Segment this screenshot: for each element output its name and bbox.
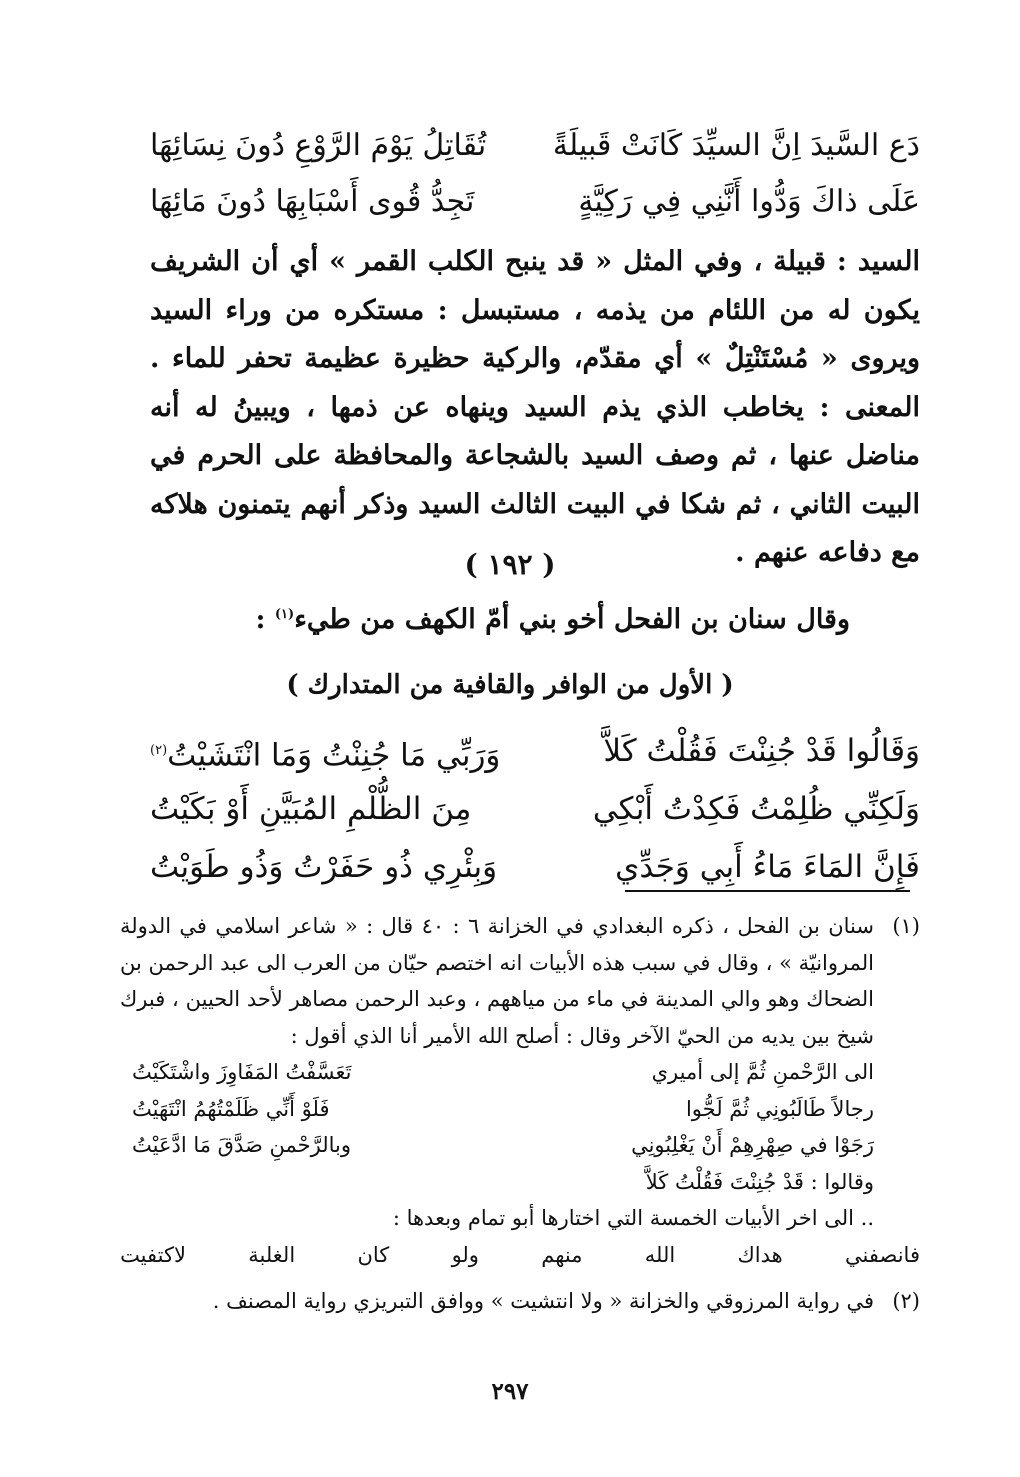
footnote-1 bbox=[120, 908, 920, 1237]
footnote-2 bbox=[120, 1283, 920, 1320]
footnote-verse-3 bbox=[132, 1127, 874, 1164]
footnote-hemistich-right: رَجَوْا في صِهْرِهِمْ أَنْ يَغْلِبُونِي bbox=[631, 1133, 874, 1157]
footnote-hemistich-left: تَعَسَّفْتُ المَفَاوِزَ واشْتَكَيْتُ bbox=[132, 1060, 352, 1084]
verse-hemistich-right: دَع السَّيدَ اِنَّ السيِّدَ كَانَتْ قَبيلَةً bbox=[552, 128, 920, 163]
footnote-hemistich-left: فَلَوْ أَنِّي ظَلَمْتُهُمُ انْتَهَيْتُ bbox=[132, 1096, 330, 1121]
verse-hemistich-left-with-ref bbox=[150, 722, 500, 780]
footnote-hemistich-left: وبالرَّحْمنِ صَدَّقَ مَا ادَّعَيْتُ bbox=[132, 1133, 351, 1157]
final-verse-word: لاكتفيت bbox=[120, 1242, 186, 1267]
final-verse-word: فانصفني bbox=[845, 1242, 920, 1267]
underline-rule bbox=[625, 890, 910, 892]
footnote-continuation: .. الى اخر الأبيات الخمسة التي اختارها أبو تمام وبعدها : bbox=[392, 1206, 874, 1230]
final-verse-word: ولو bbox=[451, 1242, 479, 1267]
footnote-text: في رواية المرزوقي والخزانة « ولا انتشيت » ووافق التبريزي رواية المصنف . bbox=[212, 1289, 874, 1313]
verse-hemistich-left: مِنَ الظُّلْمِ المُبَيَّنِ أَوْ بَكَيْتُ bbox=[150, 791, 472, 827]
final-verse-word: هداك bbox=[737, 1242, 783, 1267]
poem-verse-3 bbox=[150, 838, 920, 896]
footnote-number: (١) bbox=[892, 914, 920, 938]
verse-hemistich-right: فَإِنَّ المَاءَ مَاءُ أَبِي وَجَدِّي bbox=[615, 849, 920, 885]
poem-verse-2 bbox=[150, 780, 920, 838]
verse-hemistich-right: وَلَكِنِّي ظُلِمْتُ فَكِدْتُ أَبْكِي bbox=[592, 791, 920, 827]
verse-hemistich-left: وَرَبِّي مَا جُنِنْتُ وَمَا انْتَشَيْتُ bbox=[167, 737, 501, 774]
footnote-hemistich-right: رجالاً طَالَبُونِي ثُمَّ لَجُّوا bbox=[685, 1096, 874, 1121]
footnote-prose: سنان بن الفحل ، ذكره البغدادي في الخزانة ٦ : ٤٠ قال : « شاعر اسلامي في الدولة المروانيّة » ، وقال في سبب هذه الأبيات انه اختصم حيّان من العرب الى عبد الرحمن بن الضحاك وهو والي المدينة في ماء من مياههم ، وعبد الرحمن مصاهر لأحد الحيين ، فبرك شيخ بين يديه من الحيّ الآخر وقال : أصلح الله الأمير أنا الذي أقول : bbox=[120, 914, 874, 1048]
footnote-ref-1: (١) bbox=[274, 607, 295, 622]
verse-line-2 bbox=[150, 174, 920, 230]
verse-hemistich-right: وَقَالُوا قَدْ جُنِنْتَ فَقُلْتُ كَلاَّ bbox=[603, 733, 920, 769]
poem-verse-1 bbox=[150, 722, 920, 780]
verse-hemistich-left: تُقَاتِلُ يَوْمَ الرَّوْعِ دُونَ نِسَائِهَا bbox=[150, 128, 487, 163]
verse-line-1 bbox=[150, 118, 920, 174]
verse-hemistich-left: وَبِئْرِي ذُو حَفَرْتُ وَذُو طَوَيْتُ bbox=[150, 849, 498, 885]
verse-hemistich-right-underlined bbox=[615, 838, 920, 896]
footnote-body bbox=[120, 908, 874, 1237]
intro-text: وقال سنان بن الفحل أخو بني أمّ الكهف من طيء bbox=[294, 604, 850, 635]
footnote-ref-2: (٢) bbox=[150, 743, 168, 758]
verse-hemistich-left: تَجِدُّ قُوى أَسْبَابِهَا دُونَ مَائِهَا bbox=[150, 184, 475, 219]
final-verse-word: الله bbox=[644, 1242, 676, 1267]
footnotes bbox=[120, 908, 920, 1320]
final-verse-word: الغلبة bbox=[248, 1242, 296, 1267]
footnote-body bbox=[120, 1283, 874, 1320]
verse-hemistich-right: عَلَى ذاكَ وَدُّوا أَنَّنِي فِي رَكِيَّةٍ bbox=[578, 184, 920, 219]
page-number: ٢٩٧ bbox=[491, 1378, 529, 1405]
footnote-hemistich-right: الى الرَّحْمنِ ثُمَّ إلى أميري bbox=[651, 1060, 874, 1084]
opening-verses bbox=[150, 118, 920, 230]
final-verse-word: منهم bbox=[541, 1242, 583, 1267]
final-verse-word: كان bbox=[357, 1242, 390, 1267]
poem-number-heading: ( ١٩٢ ) bbox=[464, 548, 556, 581]
meter-note: ( الأول من الوافر والقافية من المتدارك ) bbox=[286, 670, 734, 700]
commentary-paragraph: السيد : قبيلة ، وفي المثل « قد ينبح الكلب القمر » أي أن الشريف يكون له من اللئام من يذمه ، مستبسل : مستكره من وراء السيد ويروى « مُسْتَنْتِلٌ » أي مقدّم، والركية حظيرة عظيمة تحفر للماء . المعنى : يخاطب الذي يذم السيد وينهاه عن ذمها ، ويبينُ له أنه مناضل عنها ، ثم وصف السيد بالشجاعة والمحافظة على الحرم في البيت الثاني ، ثم شكا في البيت الثالث السيد وذكر أنهم يتمنون هلاكه مع دفاعه عنهم . bbox=[150, 246, 920, 568]
footnote-quote: وقالوا : قَدْ جُنِنْتَ فَقُلْتُ كَلاَّ bbox=[645, 1169, 874, 1194]
intro-colon: : bbox=[255, 604, 275, 635]
footnote-verse-2 bbox=[132, 1091, 874, 1128]
footnote-verse-1 bbox=[132, 1054, 874, 1091]
footnote-number: (٢) bbox=[892, 1289, 920, 1313]
footnote-final-verse bbox=[120, 1237, 920, 1274]
poem-verses bbox=[150, 722, 920, 896]
poem-introduction bbox=[150, 604, 850, 635]
